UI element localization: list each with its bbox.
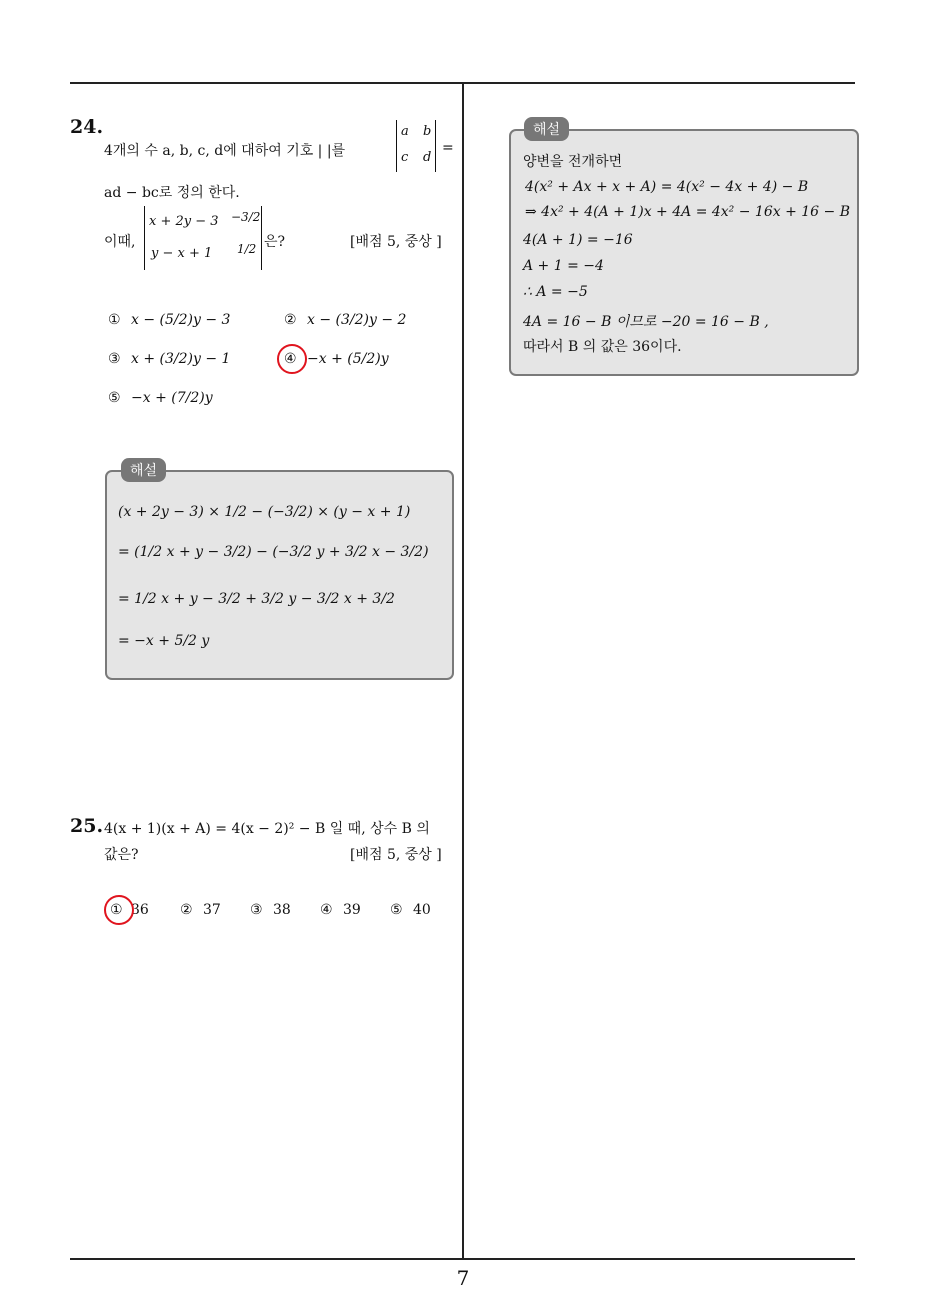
q25-choice-4[interactable]: [320, 902, 361, 918]
choice-label: ②: [180, 902, 193, 918]
q24-number: 24.: [70, 116, 104, 138]
det-def-c: c: [401, 150, 409, 165]
q24-det-definition: [396, 120, 436, 172]
choice-text: x − (3/2)y − 2: [307, 312, 407, 328]
q25-solution-box: [509, 129, 859, 376]
choice-text: 40: [413, 902, 431, 918]
q24-answer-mark: [277, 344, 307, 374]
q25-sol-line-6: ∴ A = −5: [523, 284, 588, 300]
choice-text: 38: [273, 902, 291, 918]
choice-label: ④: [284, 351, 297, 367]
q24-line2: ad − bc로 정의 한다.: [104, 185, 240, 201]
bottom-rule: [70, 1258, 855, 1260]
q25-sol-line-2: 4(x² + Ax + x + A) = 4(x² − 4x + 4) − B: [525, 179, 809, 195]
q25-solution-tag: 해설: [524, 117, 569, 141]
q24-choice-2[interactable]: [284, 312, 406, 328]
q25-sol-line-5: A + 1 = −4: [523, 258, 604, 274]
det-def-equals: =: [442, 140, 454, 156]
q24-solution-box: [105, 470, 454, 680]
choice-label: ①: [110, 902, 123, 918]
det-def-d: d: [423, 150, 432, 165]
q25-score: [배점 5, 중상 ]: [350, 847, 442, 863]
q25-sol-line-8: 따라서 B 의 값은 36이다.: [523, 339, 682, 355]
q24-sol-line-3: = 1/2 x + y − 3/2 + 3/2 y − 3/2 x + 3/2: [118, 591, 395, 607]
det-def-b: b: [423, 124, 432, 139]
det-r1c1: x + 2y − 3: [149, 214, 219, 229]
choice-label: ②: [284, 312, 297, 328]
q24-choice-1[interactable]: [108, 312, 230, 328]
q25-answer-mark: [104, 895, 134, 925]
q24-choice-5[interactable]: [108, 390, 213, 406]
det-r2c2: 1/2: [237, 242, 257, 256]
choice-label: ③: [108, 351, 121, 367]
q24-solution-tag: 해설: [121, 458, 166, 482]
choice-text: −x + (7/2)y: [131, 390, 213, 406]
q24-line3-prefix: 이때,: [104, 234, 136, 250]
choice-label: ④: [320, 902, 333, 918]
det-def-a: a: [401, 124, 409, 139]
q24-sol-line-2: = (1/2 x + y − 3/2) − (−3/2 y + 3/2 x − 3/2): [118, 544, 429, 560]
choice-text: 37: [203, 902, 221, 918]
q24-score: [배점 5, 중상 ]: [350, 234, 442, 250]
q24-determinant: [144, 206, 262, 270]
choice-text: 39: [343, 902, 361, 918]
det-r1c2: −3/2: [231, 210, 261, 224]
q24-choice-3[interactable]: [108, 351, 230, 367]
choice-label: ⑤: [108, 390, 121, 406]
column-divider: [462, 84, 464, 1259]
q25-choice-5[interactable]: [390, 902, 431, 918]
page-number: 7: [456, 1266, 470, 1290]
q24-sol-line-1: (x + 2y − 3) × 1/2 − (−3/2) × (y − x + 1): [118, 504, 411, 520]
choice-label: ③: [250, 902, 263, 918]
q25-line2: 값은?: [104, 847, 139, 863]
choice-label: ⑤: [390, 902, 403, 918]
q24-line1: 4개의 수 a, b, c, d에 대하여 기호 | |를: [104, 143, 346, 159]
q24-line3-suffix: 은?: [264, 234, 286, 250]
q24-sol-line-4: = −x + 5/2 y: [118, 633, 210, 649]
choice-text: x + (3/2)y − 1: [131, 351, 231, 367]
q25-choice-3[interactable]: [250, 902, 291, 918]
choice-label: ①: [108, 312, 121, 328]
q25-choice-2[interactable]: [180, 902, 221, 918]
choice-text: x − (5/2)y − 3: [131, 312, 231, 328]
choice-text: −x + (5/2)y: [307, 351, 389, 367]
q25-line1: 4(x + 1)(x + A) = 4(x − 2)² − B 일 때, 상수 B 의: [104, 821, 430, 837]
q25-sol-line-4: 4(A + 1) = −16: [523, 232, 633, 248]
q25-sol-line-3: ⇒ 4x² + 4(A + 1)x + 4A = 4x² − 16x + 16 − B: [525, 204, 851, 220]
q25-number: 25.: [70, 815, 104, 837]
det-r2c1: y − x + 1: [151, 246, 213, 261]
choice-text: 36: [131, 902, 149, 918]
q25-sol-line-1: 양변을 전개하면: [523, 154, 623, 170]
q25-sol-line-7: 4A = 16 − B 이므로 −20 = 16 − B ,: [523, 314, 769, 330]
